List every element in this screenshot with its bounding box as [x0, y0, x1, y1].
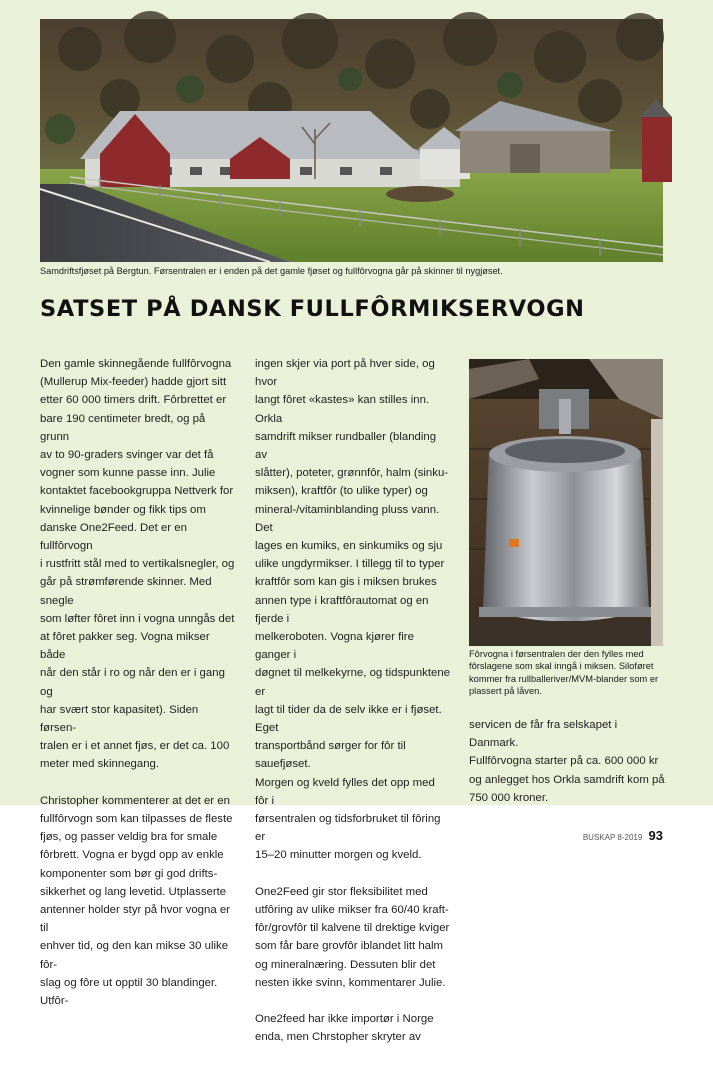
paragraph [255, 883, 451, 992]
text-line: annen type i kraftfôrautomat og en fjerde i [255, 594, 429, 625]
text-line: går på strømførende skinner. Med snegle [40, 576, 212, 607]
text-line: servicen de får fra selskapet i Danmark. [469, 719, 618, 750]
text-line: kontaktet facebookgruppa Nettverk for [40, 485, 234, 498]
page-number: 93 [648, 828, 663, 843]
text-line: har svært stor kapasitet). Siden førsen- [40, 703, 199, 735]
text-line: og anlegget hos Orkla samdrift kom på [469, 773, 665, 786]
text-line: kvinnelige bønder og fikk tips om [40, 503, 206, 516]
text-line: bare 190 centimeter bredt, og på grunn [40, 412, 206, 443]
text-line: enhver tid, og den kan mikse 30 ulike fôr- [40, 940, 229, 971]
text-line: ingen skjer via port på hver side, og hvor [255, 358, 435, 389]
right-photo-caption: Fôrvogna i førsentralen der den fylles med fôrslagene som skal inngå i miksen. Siloføret kommer fra rullballeriver/MVM-blander som er plassert på låven. [469, 649, 659, 697]
text-line: vogner som kunne passe inn. Julie [40, 467, 216, 480]
page-footer [583, 828, 663, 843]
feed-wagon-photo [469, 359, 663, 646]
text-line: fôr/grovfôr til kalvene til drektige kviger [255, 922, 450, 935]
text-line: (Mullerup Mix-feeder) hadde gjort sitt [40, 376, 227, 389]
text-line: antenner holder styr på hvor vogna er til [40, 904, 230, 935]
text-line: tralen er i et annet fjøs, er det ca. 100 [40, 740, 230, 753]
text-line: ulike ungdyrmikser. I tillegg til to typer [255, 558, 445, 571]
text-line: etter 60 000 timers drift. Fôrbrettet er [40, 394, 227, 407]
text-line: komponenter som bør gi god drifts- [40, 867, 218, 880]
text-column-2 [255, 355, 451, 1065]
text-line: og mineralnæring. Dessuten blir det [255, 958, 436, 971]
text-column-1 [40, 355, 236, 1028]
text-line: langt fôret «kastes» kan stilles inn. Orkla [255, 394, 430, 425]
text-line: 750 000 kroner. [469, 791, 549, 804]
text-line: slag og fôre ut opptil 30 blandinger. Utfôr- [40, 976, 218, 1008]
text-line: fullfôrvogn som kan tilpasses de fleste [40, 813, 233, 826]
text-line: slåtter), poteter, grønnfôr, halm (sinku- [255, 467, 449, 480]
text-line: Fullfôrvogna starter på ca. 600 000 kr [469, 755, 659, 768]
text-line: fôrbrett. Vogna er bygd opp av enkle [40, 849, 224, 862]
text-line: 15–20 minutter morgen og kveld. [255, 849, 422, 862]
text-column-3 [469, 716, 669, 825]
text-line: miksen), kraftfôr (to ulike typer) og [255, 485, 428, 498]
text-line: enda, men Chrstopher skryter av [255, 1031, 421, 1044]
text-line: samdrift mikser rundballer (blanding av [255, 430, 437, 462]
text-line: nesten ikke svinn, kommentarer Julie. [255, 976, 446, 989]
text-line: One2Feed gir stor fleksibilitet med [255, 885, 428, 898]
barn-photo [40, 19, 663, 262]
paragraph [255, 355, 451, 865]
text-line: Den gamle skinnegående fullfôrvogna [40, 358, 232, 370]
text-line: transportbånd sørger for fôr til sauefjøset. [255, 740, 406, 771]
text-line: lages en kumiks, en sinkumiks og sju [255, 540, 443, 553]
text-line: når den står i ro og når den er i gang og [40, 667, 225, 698]
paragraph [40, 355, 236, 774]
text-line: melkeroboten. Vogna kjører fire ganger i [255, 631, 414, 662]
text-line: som får bare grovfôr iblandet litt halm [255, 940, 444, 953]
paragraph [40, 792, 236, 1010]
text-line: lagt til tider da de selv ikke er i fjøset. Eget [255, 703, 442, 735]
text-line: av to 90-graders svinger var det få [40, 449, 214, 462]
text-line: mineral-/vitaminblanding pluss vann. Det [255, 503, 440, 534]
text-line: førsentralen og tidsforbruket til fôring er [255, 813, 441, 844]
article-headline: SATSET PÅ DANSK FULLFÔRMIKSERVOGN [40, 296, 585, 322]
text-line: utfôring av ulike mikser fra 60/40 kraft- [255, 904, 449, 917]
paragraph [469, 716, 669, 807]
text-line: danske One2Feed. Det er en fullfôrvogn [40, 521, 187, 553]
publication-label: BUSKAP 8-2019 [582, 833, 643, 842]
text-line: kraftfôr som kan gis i miksen brukes [255, 576, 437, 589]
text-line: meter med skinnegang. [40, 758, 160, 771]
text-line: som løfter fôret inn i vogna unngås det [40, 612, 235, 625]
text-line: i rustfritt stål med to vertikalsnegler, og [40, 558, 235, 571]
text-line: sikkerhet og lang levetid. Utplasserte [40, 885, 227, 898]
text-line: One2feed har ikke importør i Norge [255, 1013, 434, 1026]
text-line: døgnet til melkekyrne, og tidspunktene er [255, 667, 451, 698]
text-line: at fôret pakker seg. Vogna mikser både [40, 631, 210, 662]
top-photo-caption: Samdriftsfjøset på Bergtun. Førsentralen er i enden på det gamle fjøset og fullfôrvogna går på skinner til nygjøset. [40, 266, 503, 276]
text-line: fjøs, og passer veldig bra for smale [40, 831, 218, 844]
paragraph [255, 1010, 451, 1046]
text-line: Morgen og kveld fylles det opp med fôr i [255, 776, 435, 807]
text-line: Christopher kommenterer at det er en [40, 794, 230, 807]
